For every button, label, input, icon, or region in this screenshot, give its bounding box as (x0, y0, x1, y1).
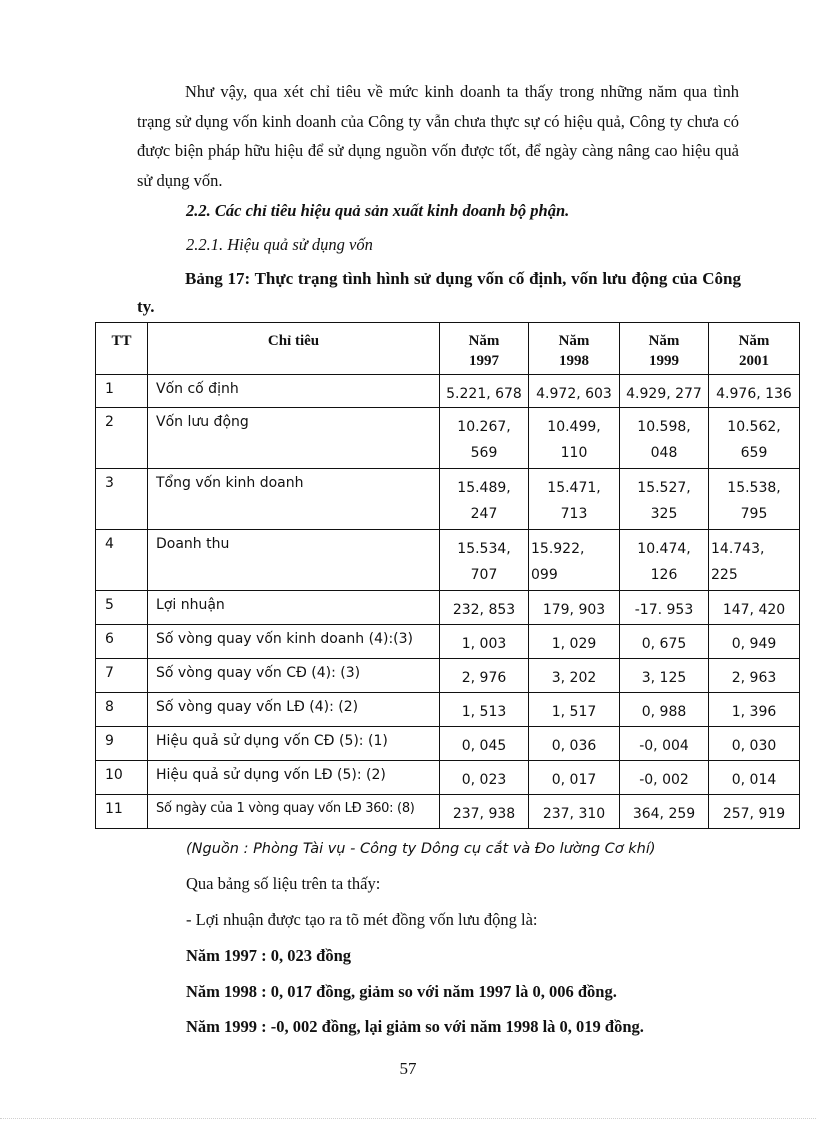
table-row (96, 659, 800, 693)
row-indicator: Tổng vốn kinh doanh (148, 469, 440, 530)
header-tt: TT (96, 323, 148, 375)
cell-1999-value: 10.598, 048 (637, 419, 691, 461)
row-number: 4 (96, 530, 148, 591)
cell-1997 (440, 530, 529, 591)
table-row (96, 625, 800, 659)
body-line-2: - Lợi nhuận được tạo ra tõ mét đồng vốn lưu động là: (186, 910, 538, 929)
table-caption: Bảng 17: Thực trạng tình hình sử dụng vốn cố định, vốn lưu động của Công ty. (137, 269, 741, 316)
page-number: 57 (399, 1059, 417, 1078)
cell-1999-value: 10.474, 126 (637, 541, 691, 583)
cell-2001-value: 15.538, 795 (727, 480, 781, 522)
cell-1999: 3, 125 (620, 659, 709, 693)
body-line-5: Năm 1999 : -0, 002 đồng, lại giảm so với năm 1998 là 0, 019 đồng. (186, 1017, 644, 1036)
row-number: 10 (96, 761, 148, 795)
row-number: 5 (96, 591, 148, 625)
row-indicator: Vốn lưu động (148, 408, 440, 469)
subsection-heading: 2.2.1. Hiệu quả sử dụng vốn (186, 235, 373, 254)
header-year-1997-label: Năm 1997 (468, 333, 500, 369)
cell-1998: 179, 903 (529, 591, 620, 625)
row-indicator: Số vòng quay vốn kinh doanh (4):(3) (148, 625, 440, 659)
cell-2001 (709, 469, 800, 530)
table-row (96, 408, 800, 469)
row-indicator: Hiệu quả sử dụng vốn LĐ (5): (2) (148, 761, 440, 795)
cell-2001: 1, 396 (709, 693, 800, 727)
cell-1998 (529, 408, 620, 469)
cell-1997: 2, 976 (440, 659, 529, 693)
header-year-1998-label: Năm 1998 (558, 333, 590, 369)
row-indicator: Số ngày của 1 vòng quay vốn LĐ 360: (8) (148, 795, 440, 829)
row-number: 6 (96, 625, 148, 659)
cell-1997: 1, 003 (440, 625, 529, 659)
cell-2001 (709, 408, 800, 469)
source-note: (Nguồn : Phòng Tài vụ - Công ty Dông cụ cắt và Đo lường Cơ khí) (186, 841, 656, 857)
cell-1997 (440, 408, 529, 469)
row-number: 11 (96, 795, 148, 829)
header-year-1998 (529, 323, 620, 375)
cell-1997: 232, 853 (440, 591, 529, 625)
cell-2001: 4.976, 136 (709, 375, 800, 408)
cell-1999: -17. 953 (620, 591, 709, 625)
cell-2001-value: 14.743, 225 (711, 541, 765, 583)
row-number: 3 (96, 469, 148, 530)
cell-1999: 364, 259 (620, 795, 709, 829)
section-heading: 2.2. Các chỉ tiêu hiệu quả sản xuất kinh doanh bộ phận. (186, 201, 570, 220)
header-year-1997 (440, 323, 529, 375)
cell-1998-value: 15.922, 099 (531, 541, 585, 583)
cell-1997: 5.221, 678 (440, 375, 529, 408)
cell-1999 (620, 408, 709, 469)
body-line-3: Năm 1997 : 0, 023 đồng (186, 946, 352, 965)
cell-1997: 0, 023 (440, 761, 529, 795)
body-line-1: Qua bảng số liệu trên ta thấy: (186, 874, 381, 893)
cell-1998: 237, 310 (529, 795, 620, 829)
table-header-row (96, 323, 800, 375)
row-indicator: Lợi nhuận (148, 591, 440, 625)
cell-1997-value: 15.489, 247 (457, 480, 511, 522)
cell-2001: 257, 919 (709, 795, 800, 829)
cell-1999: -0, 002 (620, 761, 709, 795)
cell-2001: 0, 030 (709, 727, 800, 761)
cell-1998: 1, 517 (529, 693, 620, 727)
header-indicator: Chỉ tiêu (148, 323, 440, 375)
row-indicator: Doanh thu (148, 530, 440, 591)
cell-1997: 0, 045 (440, 727, 529, 761)
cell-1999: -0, 004 (620, 727, 709, 761)
intro-paragraph: Như vậy, qua xét chỉ tiêu về mức kinh doanh ta thấy trong những năm qua tình trạng sử dụng vốn kinh doanh của Công ty vẫn chưa thực sự có hiệu quả, Công ty chưa có được biện pháp hữu hiệu để sử dụng nguồn vốn được tốt, để ngày càng nâng cao hiệu quả sử dụng vốn. (137, 82, 739, 190)
table-row (96, 469, 800, 530)
cell-1998 (529, 530, 620, 591)
table-row (96, 375, 800, 408)
cell-2001: 147, 420 (709, 591, 800, 625)
cell-1997 (440, 469, 529, 530)
cell-2001: 2, 963 (709, 659, 800, 693)
cell-1997-value: 15.534, 707 (457, 541, 511, 583)
table-row (96, 795, 800, 829)
table-row (96, 727, 800, 761)
cell-1998: 4.972, 603 (529, 375, 620, 408)
row-number: 1 (96, 375, 148, 408)
table-row (96, 530, 800, 591)
cell-1999 (620, 530, 709, 591)
cell-1999: 0, 675 (620, 625, 709, 659)
body-line-4: Năm 1998 : 0, 017 đồng, giảm so với năm 1997 là 0, 006 đồng. (186, 982, 617, 1001)
header-year-1999 (620, 323, 709, 375)
table-row (96, 693, 800, 727)
row-indicator: Số vòng quay vốn LĐ (4): (2) (148, 693, 440, 727)
table-row (96, 591, 800, 625)
capital-usage-table (95, 322, 800, 829)
header-year-2001 (709, 323, 800, 375)
row-number: 7 (96, 659, 148, 693)
cell-1999: 4.929, 277 (620, 375, 709, 408)
cell-1998: 0, 036 (529, 727, 620, 761)
cell-1998 (529, 469, 620, 530)
cell-1998-value: 15.471, 713 (547, 480, 601, 522)
header-year-2001-label: Năm 2001 (738, 333, 770, 369)
cell-1999-value: 15.527, 325 (637, 480, 691, 522)
cell-1998: 1, 029 (529, 625, 620, 659)
cell-1997-value: 10.267, 569 (457, 419, 511, 461)
row-number: 9 (96, 727, 148, 761)
header-year-1999-label: Năm 1999 (648, 333, 680, 369)
row-number: 2 (96, 408, 148, 469)
page-bottom-divider (0, 1118, 816, 1119)
cell-1999: 0, 988 (620, 693, 709, 727)
cell-1999 (620, 469, 709, 530)
cell-1998: 3, 202 (529, 659, 620, 693)
cell-2001 (709, 530, 800, 591)
row-indicator: Số vòng quay vốn CĐ (4): (3) (148, 659, 440, 693)
row-number: 8 (96, 693, 148, 727)
cell-2001-value: 10.562, 659 (727, 419, 781, 461)
cell-1997: 1, 513 (440, 693, 529, 727)
row-indicator: Hiệu quả sử dụng vốn CĐ (5): (1) (148, 727, 440, 761)
cell-1998-value: 10.499, 110 (547, 419, 601, 461)
cell-1997: 237, 938 (440, 795, 529, 829)
table-row (96, 761, 800, 795)
cell-1998: 0, 017 (529, 761, 620, 795)
cell-2001: 0, 014 (709, 761, 800, 795)
cell-2001: 0, 949 (709, 625, 800, 659)
row-indicator: Vốn cố định (148, 375, 440, 408)
